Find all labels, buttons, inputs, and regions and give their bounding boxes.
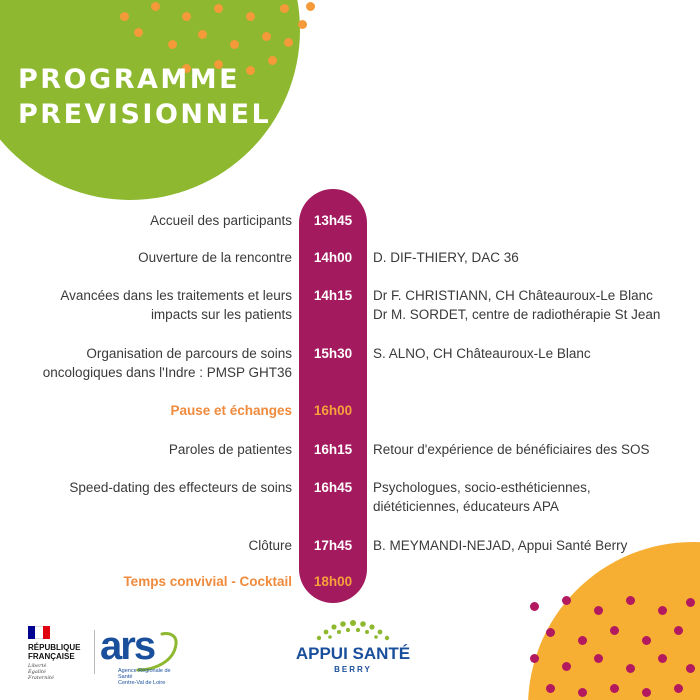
ars-subtitle-line: Centre-Val de Loire bbox=[118, 680, 166, 686]
purple-dot bbox=[594, 654, 603, 663]
flag-stripe-white bbox=[35, 626, 42, 639]
description-line: Temps convivial - Cocktail bbox=[123, 574, 292, 589]
purple-dot bbox=[562, 596, 571, 605]
description-line: oncologiques dans l'Indre : PMSP GHT36 bbox=[42, 365, 292, 380]
schedule-time: 13h45 bbox=[313, 213, 353, 228]
description-line: Clôture bbox=[248, 538, 292, 553]
description-line: Ouverture de la rencontre bbox=[138, 250, 292, 265]
ars-subtitle-line: Agence Régionale de Santé bbox=[118, 668, 171, 680]
appui-dots-icon bbox=[313, 620, 393, 642]
speaker-line: Psychologues, socio-esthéticiennes, bbox=[373, 480, 591, 495]
appui-sante-berry-logo bbox=[283, 618, 423, 682]
republique-francaise-logo bbox=[28, 626, 92, 681]
french-flag-icon bbox=[28, 626, 50, 639]
description-line: Paroles de patientes bbox=[168, 442, 292, 457]
orange-dot bbox=[120, 12, 129, 21]
schedule-description bbox=[0, 248, 292, 267]
orange-dot bbox=[306, 2, 315, 11]
schedule-description bbox=[0, 478, 292, 497]
republique-name bbox=[28, 643, 92, 661]
purple-dot bbox=[642, 688, 651, 697]
schedule-description bbox=[0, 536, 292, 555]
appui-sante-subtitle: BERRY bbox=[334, 665, 372, 674]
schedule-time: 17h45 bbox=[313, 538, 353, 553]
schedule-description bbox=[0, 401, 292, 420]
schedule-time: 15h30 bbox=[313, 346, 353, 361]
orange-dot bbox=[168, 40, 177, 49]
motto-line: Fraternité bbox=[28, 675, 54, 681]
orange-dot bbox=[262, 32, 271, 41]
purple-dot bbox=[610, 684, 619, 693]
purple-dot bbox=[658, 606, 667, 615]
schedule-description bbox=[0, 211, 292, 230]
speaker-line: D. DIF-THIERY, DAC 36 bbox=[373, 250, 519, 265]
logo-divider bbox=[94, 630, 95, 674]
schedule-speakers bbox=[373, 344, 693, 363]
description-line: Speed-dating des effecteurs de soins bbox=[69, 480, 292, 495]
purple-dot bbox=[674, 684, 683, 693]
speaker-line: Retour d'expérience de bénéficiaires des SOS bbox=[373, 442, 650, 457]
schedule-speakers bbox=[373, 440, 693, 459]
orange-dot bbox=[284, 38, 293, 47]
purple-dot bbox=[658, 654, 667, 663]
orange-dot bbox=[134, 28, 143, 37]
purple-dot bbox=[642, 636, 651, 645]
purple-dot bbox=[610, 626, 619, 635]
ars-subtitle bbox=[118, 668, 178, 686]
orange-dot bbox=[230, 40, 239, 49]
republique-motto bbox=[28, 663, 92, 681]
purple-dot bbox=[546, 684, 555, 693]
appui-sante-name: APPUI SANTÉ bbox=[295, 644, 411, 663]
schedule-time: 16h45 bbox=[313, 480, 353, 495]
schedule-speakers bbox=[373, 478, 693, 516]
purple-dot bbox=[546, 628, 555, 637]
ars-wordmark: ars bbox=[100, 624, 155, 668]
motto-line: Liberté bbox=[28, 663, 47, 669]
orange-circle-decoration bbox=[528, 542, 700, 700]
title-line-2: PREVISIONNEL bbox=[18, 99, 272, 130]
purple-dot bbox=[530, 602, 539, 611]
schedule-description bbox=[0, 286, 292, 324]
speaker-line: S. ALNO, CH Châteauroux-Le Blanc bbox=[373, 346, 591, 361]
purple-dot bbox=[626, 664, 635, 673]
schedule-time: 16h00 bbox=[313, 403, 353, 418]
orange-dot bbox=[198, 30, 207, 39]
schedule-speakers bbox=[373, 248, 693, 267]
schedule-description bbox=[0, 440, 292, 459]
description-line: Pause et échanges bbox=[170, 403, 292, 418]
schedule-description bbox=[0, 572, 292, 591]
republique-line-1: RÉPUBLIQUE bbox=[28, 643, 81, 652]
speaker-line: Dr F. CHRISTIANN, CH Châteauroux-Le Blanc bbox=[373, 288, 653, 303]
page-title bbox=[18, 62, 271, 132]
orange-dot bbox=[246, 12, 255, 21]
orange-dot bbox=[182, 12, 191, 21]
schedule-speakers bbox=[373, 286, 693, 324]
motto-line: Égalité bbox=[28, 669, 46, 675]
speaker-line: B. MEYMANDI-NEJAD, Appui Santé Berry bbox=[373, 538, 628, 553]
description-line: Avancées dans les traitements et leurs bbox=[60, 288, 292, 303]
speaker-line: Dr M. SORDET, centre de radiothérapie St Jean bbox=[373, 307, 661, 322]
description-line: Accueil des participants bbox=[150, 213, 292, 228]
purple-dot bbox=[626, 596, 635, 605]
schedule-time: 14h00 bbox=[313, 250, 353, 265]
ars-logo bbox=[100, 624, 180, 686]
purple-dot bbox=[686, 664, 695, 673]
schedule-speakers bbox=[373, 536, 693, 555]
schedule-time: 14h15 bbox=[313, 288, 353, 303]
orange-dot bbox=[214, 4, 223, 13]
republique-line-2: FRANÇAISE bbox=[28, 652, 75, 661]
speaker-line: diététiciennes, éducateurs APA bbox=[373, 499, 559, 514]
orange-dot bbox=[298, 20, 307, 29]
purple-dot bbox=[686, 598, 695, 607]
purple-dot bbox=[674, 626, 683, 635]
description-line: impacts sur les patients bbox=[150, 307, 292, 322]
purple-dot bbox=[530, 654, 539, 663]
purple-dot bbox=[578, 688, 587, 697]
purple-dot bbox=[594, 606, 603, 615]
schedule-time: 18h00 bbox=[313, 574, 353, 589]
purple-dot bbox=[578, 636, 587, 645]
description-line: Organisation de parcours de soins bbox=[86, 346, 292, 361]
purple-dot bbox=[562, 662, 571, 671]
schedule-description bbox=[0, 344, 292, 382]
orange-dot bbox=[280, 4, 289, 13]
title-line-1: PROGRAMME bbox=[18, 64, 241, 95]
orange-dot bbox=[151, 2, 160, 11]
schedule-time: 16h15 bbox=[313, 442, 353, 457]
flag-stripe-red bbox=[43, 626, 50, 639]
flag-stripe-blue bbox=[28, 626, 35, 639]
